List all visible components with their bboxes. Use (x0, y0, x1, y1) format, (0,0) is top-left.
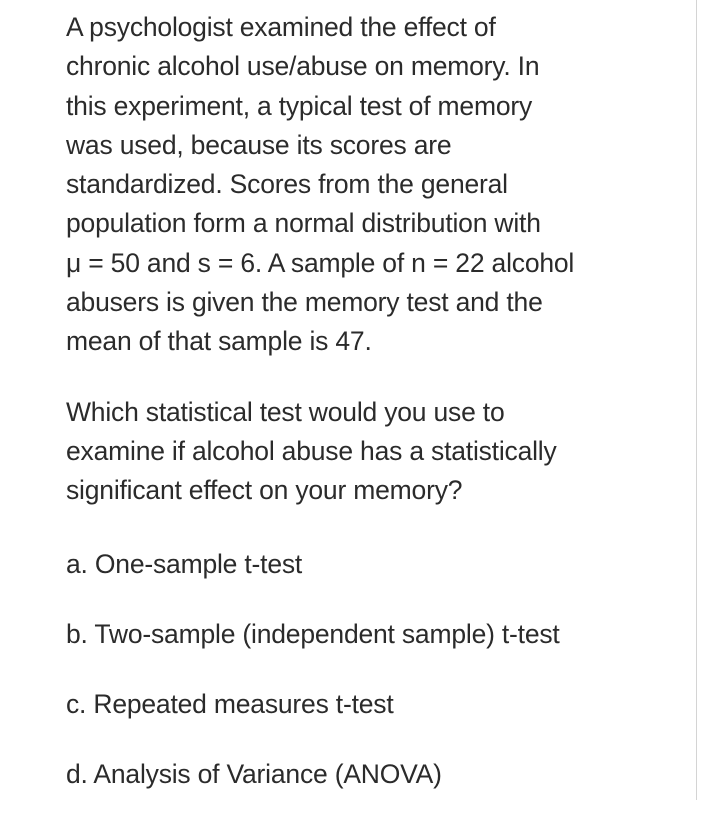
problem-line: chronic alcohol use/abuse on memory. In (66, 51, 540, 82)
problem-line: population form a normal distribution with (66, 208, 541, 239)
problem-line: A psychologist examined the effect of (66, 12, 496, 42)
right-border-line (696, 0, 697, 800)
option-d: d. Analysis of Variance (ANOVA) (66, 759, 442, 790)
option-c: c. Repeated measures t-test (66, 689, 394, 720)
answer-options (66, 545, 636, 795)
problem-line: this experiment, a typical test of memory (66, 90, 533, 121)
question-line: Which statistical test would you use to (66, 396, 505, 427)
question-line: significant effect on your memory? (66, 475, 463, 506)
problem-line: standardized. Scores from the general (66, 169, 508, 200)
problem-line: mean of that sample is 47. (66, 326, 372, 357)
option-b: b. Two-sample (independent sample) t-test (66, 618, 560, 649)
question-content (66, 8, 636, 826)
problem-line: was used, because its scores are (66, 129, 452, 160)
problem-line: abusers is given the memory test and the (66, 287, 543, 318)
problem-line: μ = 50 and s = 6. A sample of n = 22 alcohol (66, 247, 575, 278)
question-line: examine if alcohol abuse has a statistically (66, 435, 557, 466)
problem-statement (66, 8, 636, 362)
question-prompt (66, 393, 636, 511)
option-a: a. One-sample t-test (66, 548, 303, 579)
